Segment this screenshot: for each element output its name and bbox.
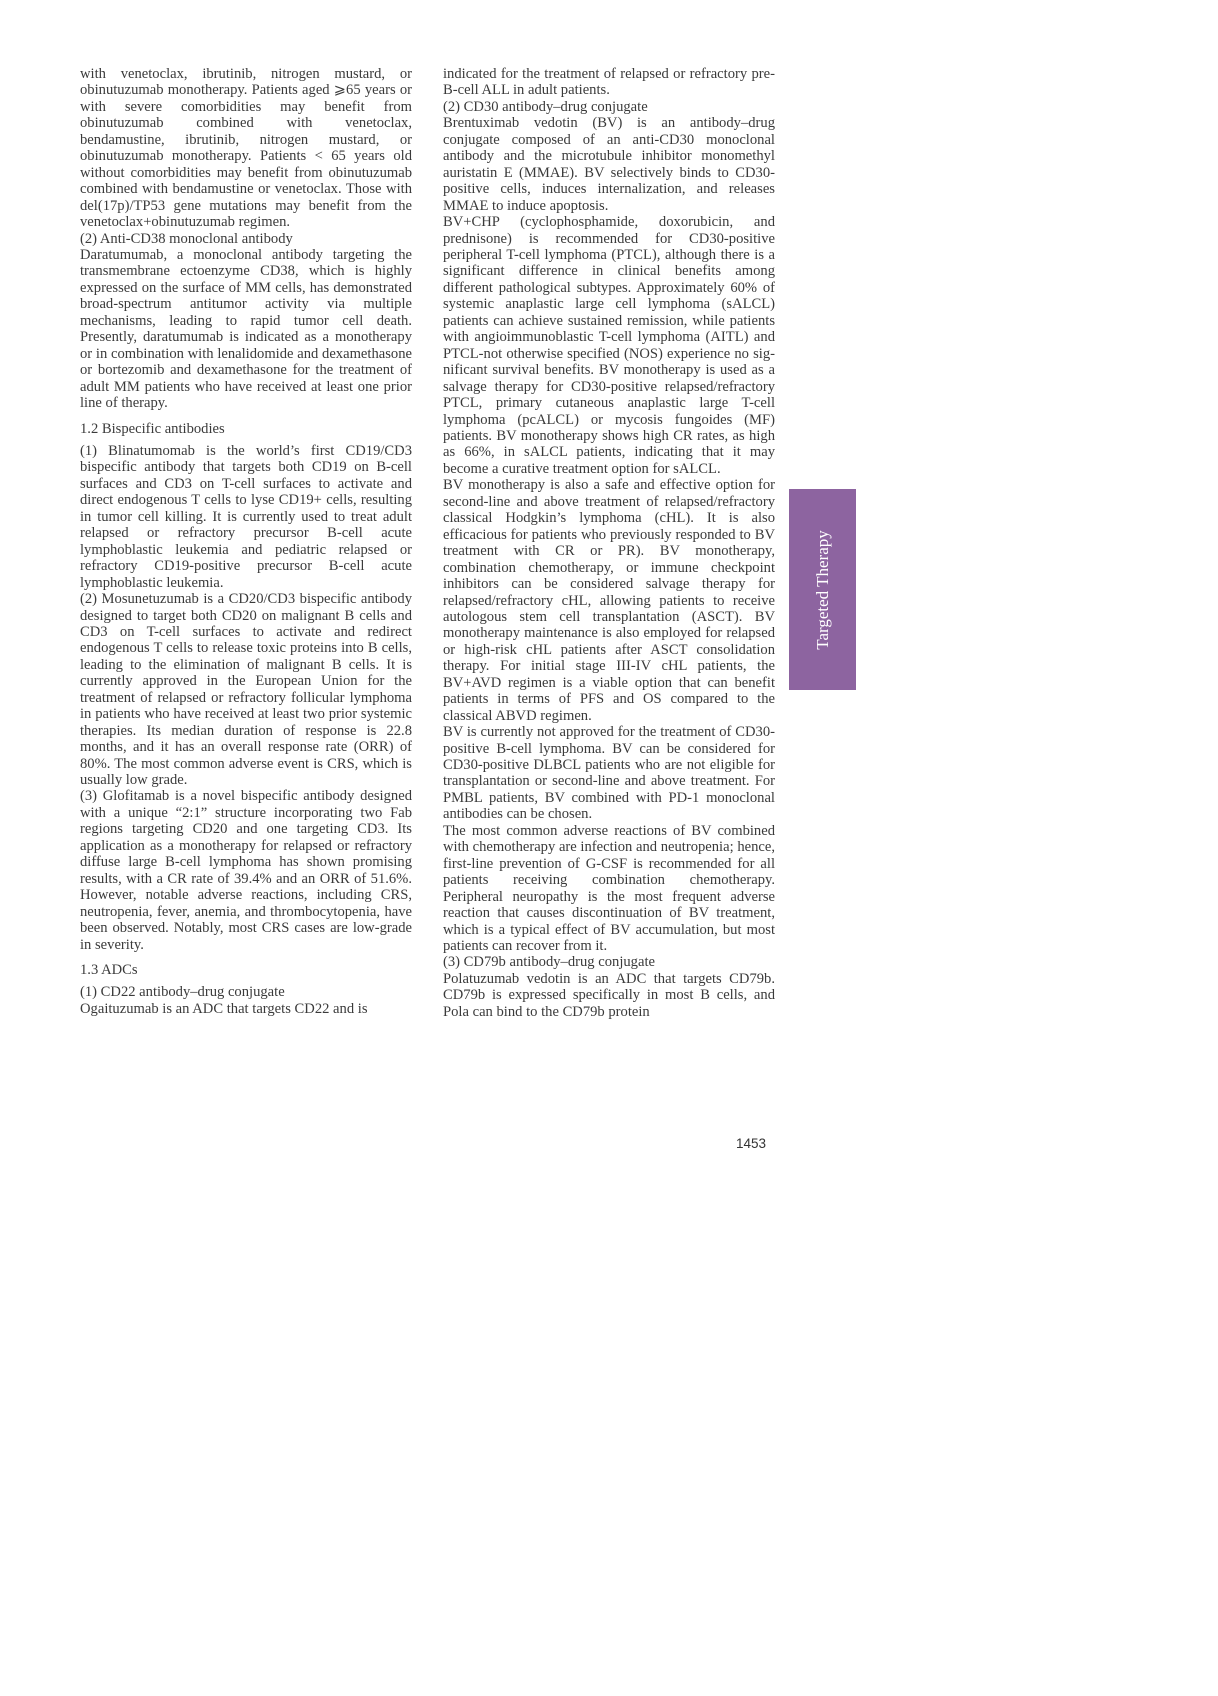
subsection-heading: (2) Anti-CD38 monoclonal antibody xyxy=(80,230,293,247)
body-paragraph: Brentuximab vedotin (BV) is an antibody–drug conjugate composed of an anti-CD30 monoclonal antibody and the microtubule inhibitor monomethyl auristatin E (MMAE). BV selectively binds to CD30-positive cells, induces internalization, and releases MMAE to induce apoptosis. xyxy=(443,115,775,214)
section-tab-label: Targeted Therapy xyxy=(812,529,832,650)
body-paragraph: (1) Blinatumomab is the world’s first CD19/CD3 bispecific antibody that targets both CD19 on B-cell surfaces and CD3 on T-cell surfaces to activate and direct endogenous T cells to lyse CD19+ cells, resulting in tumor cell killing. It is currently used to treat adult relapsed or refractory precursor B-cell acute lymphoblastic leukemia and pediatric relapsed or refractory CD19-positive precursor B-cell acute lymphoblastic leukemia. xyxy=(80,442,412,591)
body-paragraph: BV monotherapy is also a safe and effective option for second-line and above treatment of relapsed/refractory classical Hodgkin’s lymphoma (cHL). It is also efficacious for patients who previously responded to BV treatment with CR or PR). BV monotherapy, combination chemotherapy, or immune checkpoint inhibitors can be considered salvage therapy for relapsed/refractory cHL, allowing patients to receive autologous stem cell transplantation (ASCT). BV monotherapy maintenance is also employed for relapsed or high-risk cHL patients after ASCT consolidation therapy. For initial stage III-IV cHL patients, the BV+AVD regimen is a viable option that can benefit patients in terms of PFS and OS compared to the classical ABVD regimen. xyxy=(443,477,775,724)
body-paragraph: Daratumumab, a monoclonal antibody targeting the transmembrane ectoenzyme CD38, which is highly expressed on the surface of MM cells, has demonstrated broad-spectrum antitumor activity via multiple mechanisms, leading to rapid tumor cell death. Presently, daratumumab is indicated as a monotherapy or in combination with lenalidomide and dexamethasone or bortezomib and dexamethasone for the treatment of adult MM patients who have received at least one prior line of therapy. xyxy=(80,246,412,412)
right-text-column xyxy=(443,66,775,1020)
body-paragraph: (3) Glofitamab is a novel bispecific antibody designed with a unique “2:1” structure incorporating two Fab regions targeting CD20 and one targeting CD3. Its application as a monotherapy for relapsed or refractory diffuse large B-cell lymphoma has shown promising results, with a CR rate of 39.4% and an ORR of 51.6%. However, notable adverse reactions, including CRS, neutropenia, fever, anemia, and thrombocytopenia, have been observed. Notably, most CRS cases are low-grade in severity. xyxy=(80,788,412,953)
body-paragraph: Polatuzumab vedotin is an ADC that targets CD79b. CD79b is expressed specifically in most B cells, and Pola can bind to the CD79b protein xyxy=(443,970,775,1020)
section-heading: 1.3 ADCs xyxy=(80,962,138,979)
subsection-heading: (3) CD79b antibody–drug conjugate xyxy=(443,954,655,971)
page-number: 1453 xyxy=(736,1136,767,1151)
left-text-column xyxy=(80,66,412,1017)
body-paragraph: with venetoclax, ibrutinib, nitrogen mustard, or obinutuzumab monotherapy. Patients aged ⩾65 years or with severe comorbidities may benefit from obinutuzumab combined with venetoclax, bendamustine, ibrutinib, nitrogen mustard, or obinutuzumab monotherapy. Patients < 65 years old without comorbidities may benefit from obinutuzumab combined with bendamustine or venetoclax. Those with del(17p)/TP53 gene mutations may benefit from the venetoclax+obinutuzumab regimen. xyxy=(80,66,412,231)
subsection-heading: (2) CD30 antibody–drug conjugate xyxy=(443,98,648,115)
body-paragraph: Ogaituzumab is an ADC that targets CD22 and is xyxy=(80,1000,368,1017)
body-paragraph: BV is currently not approved for the treatment of CD30-positive B-cell lymphoma. BV can be considered for CD30-positive DLBCL patients who are not eligible for transplantation or second-line and above treatment. For PMBL patients, BV combined with PD-1 monoclonal antibodies can be chosen. xyxy=(443,724,775,823)
body-paragraph: The most common adverse reactions of BV combined with chemotherapy are infection and neutropenia; hence, first-line prevention of G-CSF is recommended for all patients receiving combination chemotherapy. Peripheral neuropathy is the most frequent adverse reaction that causes discontinuation of BV treatment, which is a typical effect of BV accumulation, but most patients can recover from it. xyxy=(443,822,775,955)
section-heading: 1.2 Bispecific antibodies xyxy=(80,420,225,437)
body-paragraph: (2) Mosunetuzumab is a CD20/CD3 bispecific antibody designed to target both CD20 on malignant B cells and CD3 on T-cell surfaces to activate and redirect endogenous T cells to release toxic proteins into B cells, leading to the elimination of malignant B cells. It is currently approved in the European Union for the treatment of relapsed or refractory follicular lymphoma in patients who have received at least two prior systemic therapies. Its median duration of response is 22.8 months, and it has an overall response rate (ORR) of 80%. The most common adverse event is CRS, which is usually low grade. xyxy=(80,591,412,789)
subsection-heading: (1) CD22 antibody–drug conjugate xyxy=(80,984,285,1001)
body-paragraph: indicated for the treatment of relapsed or refractory pre-B-cell ALL in adult patients. xyxy=(443,66,775,99)
section-side-tab xyxy=(789,489,856,690)
body-paragraph: BV+CHP (cyclophosphamide, doxorubicin, and prednisone) is recommended for CD30-positive peripheral T-cell lymphoma (PTCL), although there is a significant difference in clinical benefits among different pathological subtypes. Approximately 60% of systemic anaplastic large cell lymphoma (sALCL) patients can achieve sustained remission, while patients with angioimmunoblastic T-cell lymphoma (AITL) and PTCL-not otherwise specified (NOS) experience no significant survival benefits. BV monotherapy is used as a salvage therapy for CD30-positive relapsed/refractory PTCL, primary cutaneous anaplastic large T-cell lymphoma (pcALCL) or mycosis fungoides (MF) patients. BV monotherapy shows high CR rates, as high as 66%, in sALCL patients, indicating that it may become a curative treatment option for sALCL. xyxy=(443,214,775,477)
